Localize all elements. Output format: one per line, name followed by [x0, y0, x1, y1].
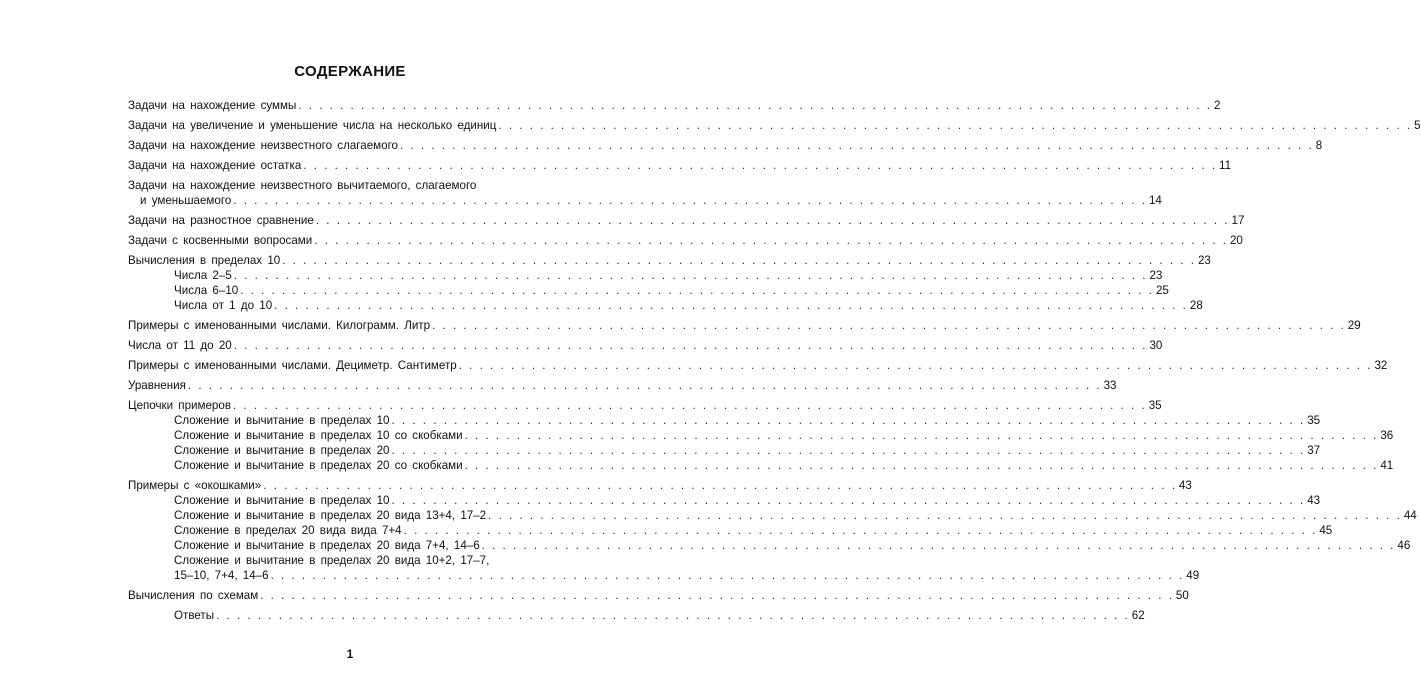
- toc-entry-page: 25: [1155, 284, 1169, 297]
- toc-entry-first-line: Сложение и вычитание в пределах 20 вида 10+2, 17–7,: [174, 554, 490, 567]
- toc-entry-page: 30: [1149, 339, 1163, 352]
- toc-entry-page: 8: [1315, 139, 1323, 152]
- toc-entry-row: [174, 608, 1145, 623]
- toc-entry-row: [174, 428, 1394, 443]
- toc-entry-title: Примеры с «окошками»: [128, 479, 262, 492]
- toc-entry: [128, 268, 1163, 283]
- dot-leader: . . . . . . . . . . . . . . . . . . . . . . . . . . . . . . . . . . . . . . . . . . . . . . . . . . . . . . . . . . . . . . . . . . . . . . . . . . . . . . . . . . . . . . . .: [464, 459, 1379, 472]
- toc-entry-title: Сложение и вычитание в пределах 20 вида 7+4, 14–6: [174, 539, 480, 552]
- toc-entry-title: Вычисления в пределах 10: [128, 254, 281, 267]
- toc-entry-title: Примеры с именованными числами. Килограмм. Литр: [128, 319, 431, 332]
- toc-entry: [128, 398, 1162, 413]
- toc-entry-title: Числа от 1 до 10: [174, 299, 273, 312]
- toc-entry-row: [128, 318, 1361, 333]
- toc-entry-title: Сложение и вычитание в пределах 10: [174, 414, 390, 427]
- toc-entry-page: 17: [1231, 214, 1245, 227]
- toc-entry-title: Примеры с именованными числами. Дециметр. Сантиметр: [128, 359, 457, 372]
- toc-entry-row: [128, 158, 1232, 173]
- toc-entry-page: 11: [1218, 159, 1232, 172]
- toc-entry: [128, 98, 1221, 113]
- toc-entry: [128, 378, 1117, 393]
- toc-entry: [128, 553, 1200, 583]
- toc-entry: [128, 478, 1192, 493]
- dot-leader: . . . . . . . . . . . . . . . . . . . . . . . . . . . . . . . . . . . . . . . . . . . . . . . . . . . . . . . . . . . . . . . . . . . . . . . . . . . . . . . . . . . . . . . .: [187, 379, 1102, 392]
- dot-leader: . . . . . . . . . . . . . . . . . . . . . . . . . . . . . . . . . . . . . . . . . . . . . . . . . . . . . . . . . . . . . . . . . . . . . . . . . . . . . . . . . . . . . . . .: [260, 589, 1174, 602]
- toc-entry-title: и уменьшаемого: [140, 194, 232, 207]
- toc-entry: [128, 493, 1321, 508]
- dot-leader: . . . . . . . . . . . . . . . . . . . . . . . . . . . . . . . . . . . . . . . . . . . . . . . . . . . . . . . . . . . . . . . . . . . . . . . . . . . . . . . . . . . . . . . .: [391, 494, 1306, 507]
- dot-leader: . . . . . . . . . . . . . . . . . . . . . . . . . . . . . . . . . . . . . . . . . . . . . . . . . . . . . . . . . . . . . . . . . . . . . . . . . . . . . . . . . . . . . . . .: [240, 284, 1154, 297]
- toc-entry-row: [128, 118, 1421, 133]
- dot-leader: . . . . . . . . . . . . . . . . . . . . . . . . . . . . . . . . . . . . . . . . . . . . . . . . . . . . . . . . . . . . . . . . . . . . . . . . . . . . . . . . . . . . . . . .: [233, 194, 1147, 207]
- toc-entry: [128, 158, 1232, 173]
- toc-entry-row: [174, 298, 1203, 313]
- toc-entry-page: 62: [1131, 609, 1145, 622]
- toc-entry-row: [128, 138, 1323, 153]
- toc-entry-title: Уравнения: [128, 379, 186, 392]
- toc-entry-title: Ответы: [174, 609, 215, 622]
- toc-entry-page: 35: [1307, 414, 1321, 427]
- dot-leader: . . . . . . . . . . . . . . . . . . . . . . . . . . . . . . . . . . . . . . . . . . . . . . . . . . . . . . . . . . . . . . . . . . . . . . . . . . . . . . . . . . . . . . . .: [233, 269, 1148, 282]
- toc-title: СОДЕРЖАНИЕ: [294, 63, 406, 80]
- toc-entry-row: [174, 413, 1321, 428]
- toc-entry: [128, 588, 1189, 603]
- toc-entry-title: Задачи на нахождение неизвестного слагаемого: [128, 139, 399, 152]
- dot-leader: . . . . . . . . . . . . . . . . . . . . . . . . . . . . . . . . . . . . . . . . . . . . . . . . . . . . . . . . . . . . . . . . . . . . . . . . . . . . . . . . . . . . . . . .: [403, 524, 1318, 537]
- toc-entry-title: Числа 2–5: [174, 269, 232, 282]
- dot-leader: . . . . . . . . . . . . . . . . . . . . . . . . . . . . . . . . . . . . . . . . . . . . . . . . . . . . . . . . . . . . . . . . . . . . . . . . . . . . . . . . . . . . . . . .: [314, 234, 1228, 247]
- toc-entry-page: 23: [1149, 269, 1163, 282]
- toc-entry-title: Вычисления по схемам: [128, 589, 259, 602]
- toc-entry: [128, 608, 1145, 623]
- toc-entry-page: 41: [1380, 459, 1394, 472]
- toc-entry: [128, 118, 1421, 133]
- toc-entry: [128, 283, 1169, 298]
- toc-entry: [128, 178, 1162, 208]
- toc-entry: [128, 298, 1203, 313]
- toc-entry-row: [174, 568, 1200, 583]
- toc-entry-row: [174, 268, 1163, 283]
- toc-entry-title: Задачи с косвенными вопросами: [128, 234, 313, 247]
- dot-leader: . . . . . . . . . . . . . . . . . . . . . . . . . . . . . . . . . . . . . . . . . . . . . . . . . . . . . . . . . . . . . . . . . . . . . . . . . . . . . . . . . . . . . . . .: [233, 339, 1148, 352]
- toc-entry-page: 37: [1307, 444, 1321, 457]
- toc-entry-title: Задачи на нахождение суммы: [128, 99, 297, 112]
- toc-entry-row: [128, 358, 1388, 373]
- page-number: 1: [346, 647, 354, 661]
- toc-entry-row: [128, 588, 1189, 603]
- toc-entry-row: [128, 378, 1117, 393]
- toc-entry: [128, 413, 1321, 428]
- toc-entry: [128, 358, 1388, 373]
- toc-entry: [128, 318, 1361, 333]
- toc-entry-page: 20: [1229, 234, 1243, 247]
- toc-entry: [128, 508, 1417, 523]
- dot-leader: . . . . . . . . . . . . . . . . . . . . . . . . . . . . . . . . . . . . . . . . . . . . . . . . . . . . . . . . . . . . . . . . . . . . . . . . . . . . . . . . . . . . . . . .: [464, 429, 1379, 442]
- toc-entry: [128, 338, 1163, 353]
- table-of-contents: [128, 98, 1421, 623]
- toc-entry-row: [174, 493, 1321, 508]
- toc-entry-title: Задачи на увеличение и уменьшение числа на несколько единиц: [128, 119, 497, 132]
- toc-entry-page: 29: [1347, 319, 1361, 332]
- toc-entry-row: [128, 398, 1162, 413]
- dot-leader: . . . . . . . . . . . . . . . . . . . . . . . . . . . . . . . . . . . . . . . . . . . . . . . . . . . . . . . . . . . . . . . . . . . . . . . . . . . . . . . . . . . . . . . .: [270, 569, 1185, 582]
- toc-entry-title: Сложение в пределах 20 вида вида 7+4: [174, 524, 402, 537]
- dot-leader: . . . . . . . . . . . . . . . . . . . . . . . . . . . . . . . . . . . . . . . . . . . . . . . . . . . . . . . . . . . . . . . . . . . . . . . . . . . . . . . . . . . . . . . .: [400, 139, 1314, 152]
- toc-entry-page: 23: [1197, 254, 1211, 267]
- toc-entry-row: [174, 458, 1394, 473]
- toc-entry-page: 49: [1186, 569, 1200, 582]
- toc-entry: [128, 213, 1245, 228]
- toc-entry-page: 43: [1178, 479, 1192, 492]
- toc-entry-row: [174, 538, 1411, 553]
- toc-entry-page: 45: [1319, 524, 1333, 537]
- toc-entry-row: [174, 443, 1321, 458]
- toc-entry: [128, 233, 1243, 248]
- toc-entry-page: 14: [1148, 194, 1162, 207]
- toc-entry-row: [128, 98, 1221, 113]
- toc-entry-row: [128, 213, 1245, 228]
- toc-entry-first-line: Задачи на нахождение неизвестного вычитаемого, слагаемого: [128, 179, 477, 192]
- toc-entry-page: 5: [1414, 119, 1421, 132]
- toc-entry-title: Числа 6–10: [174, 284, 239, 297]
- toc-entry: [128, 428, 1394, 443]
- toc-entry-title: Числа от 11 до 20: [128, 339, 232, 352]
- toc-entry-title: Задачи на нахождение остатка: [128, 159, 302, 172]
- dot-leader: . . . . . . . . . . . . . . . . . . . . . . . . . . . . . . . . . . . . . . . . . . . . . . . . . . . . . . . . . . . . . . . . . . . . . . . . . . . . . . . . . . . . . . . .: [498, 119, 1413, 132]
- dot-leader: . . . . . . . . . . . . . . . . . . . . . . . . . . . . . . . . . . . . . . . . . . . . . . . . . . . . . . . . . . . . . . . . . . . . . . . . . . . . . . . . . . . . . . . .: [315, 214, 1230, 227]
- toc-entry-page: 2: [1214, 99, 1221, 112]
- dot-leader: . . . . . . . . . . . . . . . . . . . . . . . . . . . . . . . . . . . . . . . . . . . . . . . . . . . . . . . . . . . . . . . . . . . . . . . . . . . . . . . . . . . . . . . .: [216, 609, 1130, 622]
- dot-leader: . . . . . . . . . . . . . . . . . . . . . . . . . . . . . . . . . . . . . . . . . . . . . . . . . . . . . . . . . . . . . . . . . . . . . . . . . . . . . . . . . . . . . . . .: [488, 509, 1402, 522]
- toc-entry: [128, 523, 1333, 538]
- toc-entry-page: 35: [1148, 399, 1162, 412]
- toc-entry-title: Сложение и вычитание в пределах 20 вида 13+4, 17–2: [174, 509, 487, 522]
- toc-entry-title: Сложение и вычитание в пределах 20 со скобками: [174, 459, 463, 472]
- toc-entry-page: 50: [1175, 589, 1189, 602]
- toc-entry-title: Сложение и вычитание в пределах 20: [174, 444, 390, 457]
- toc-entry: [128, 253, 1211, 268]
- toc-entry-row: [128, 338, 1163, 353]
- toc-entry-page: 28: [1189, 299, 1203, 312]
- dot-leader: . . . . . . . . . . . . . . . . . . . . . . . . . . . . . . . . . . . . . . . . . . . . . . . . . . . . . . . . . . . . . . . . . . . . . . . . . . . . . . . . . . . . . . . .: [282, 254, 1196, 267]
- dot-leader: . . . . . . . . . . . . . . . . . . . . . . . . . . . . . . . . . . . . . . . . . . . . . . . . . . . . . . . . . . . . . . . . . . . . . . . . . . . . . . . . . . . . . . . .: [458, 359, 1373, 372]
- toc-entry-page: 33: [1103, 379, 1117, 392]
- toc-entry: [128, 443, 1321, 458]
- dot-leader: . . . . . . . . . . . . . . . . . . . . . . . . . . . . . . . . . . . . . . . . . . . . . . . . . . . . . . . . . . . . . . . . . . . . . . . . . . . . . . . . . . . . . . . .: [274, 299, 1188, 312]
- toc-entry-title: Задачи на разностное сравнение: [128, 214, 314, 227]
- toc-entry-title: Цепочки примеров: [128, 399, 231, 412]
- dot-leader: . . . . . . . . . . . . . . . . . . . . . . . . . . . . . . . . . . . . . . . . . . . . . . . . . . . . . . . . . . . . . . . . . . . . . . . . . . . . . . . . . . . . . . . .: [391, 444, 1306, 457]
- dot-leader: . . . . . . . . . . . . . . . . . . . . . . . . . . . . . . . . . . . . . . . . . . . . . . . . . . . . . . . . . . . . . . . . . . . . . . . . . . . . . . . . . . . . . . . .: [298, 99, 1213, 112]
- toc-entry: [128, 138, 1323, 153]
- toc-entry-row: [174, 283, 1169, 298]
- dot-leader: . . . . . . . . . . . . . . . . . . . . . . . . . . . . . . . . . . . . . . . . . . . . . . . . . . . . . . . . . . . . . . . . . . . . . . . . . . . . . . . . . . . . . . . .: [303, 159, 1217, 172]
- toc-entry-page: 46: [1397, 539, 1411, 552]
- toc-entry-row: [128, 233, 1243, 248]
- toc-entry-row: [174, 523, 1333, 538]
- dot-leader: . . . . . . . . . . . . . . . . . . . . . . . . . . . . . . . . . . . . . . . . . . . . . . . . . . . . . . . . . . . . . . . . . . . . . . . . . . . . . . . . . . . . . . . .: [481, 539, 1396, 552]
- dot-leader: . . . . . . . . . . . . . . . . . . . . . . . . . . . . . . . . . . . . . . . . . . . . . . . . . . . . . . . . . . . . . . . . . . . . . . . . . . . . . . . . . . . . . . . .: [232, 399, 1147, 412]
- toc-entry: [128, 538, 1411, 553]
- toc-entry-page: 44: [1403, 509, 1417, 522]
- dot-leader: . . . . . . . . . . . . . . . . . . . . . . . . . . . . . . . . . . . . . . . . . . . . . . . . . . . . . . . . . . . . . . . . . . . . . . . . . . . . . . . . . . . . . . . .: [263, 479, 1177, 492]
- toc-entry: [128, 458, 1394, 473]
- toc-entry-row: [128, 478, 1192, 493]
- toc-entry-page: 43: [1307, 494, 1321, 507]
- toc-entry-row: [174, 508, 1417, 523]
- toc-entry-row: [128, 193, 1162, 208]
- toc-entry-title: Сложение и вычитание в пределах 10: [174, 494, 390, 507]
- dot-leader: . . . . . . . . . . . . . . . . . . . . . . . . . . . . . . . . . . . . . . . . . . . . . . . . . . . . . . . . . . . . . . . . . . . . . . . . . . . . . . . . . . . . . . . .: [391, 414, 1306, 427]
- toc-entry-title: Сложение и вычитание в пределах 10 со скобками: [174, 429, 463, 442]
- dot-leader: . . . . . . . . . . . . . . . . . . . . . . . . . . . . . . . . . . . . . . . . . . . . . . . . . . . . . . . . . . . . . . . . . . . . . . . . . . . . . . . . . . . . . . . .: [432, 319, 1346, 332]
- toc-entry-page: 36: [1380, 429, 1394, 442]
- toc-entry-row: [128, 253, 1211, 268]
- toc-entry-title: 15–10, 7+4, 14–6: [174, 569, 269, 582]
- toc-entry-page: 32: [1374, 359, 1388, 372]
